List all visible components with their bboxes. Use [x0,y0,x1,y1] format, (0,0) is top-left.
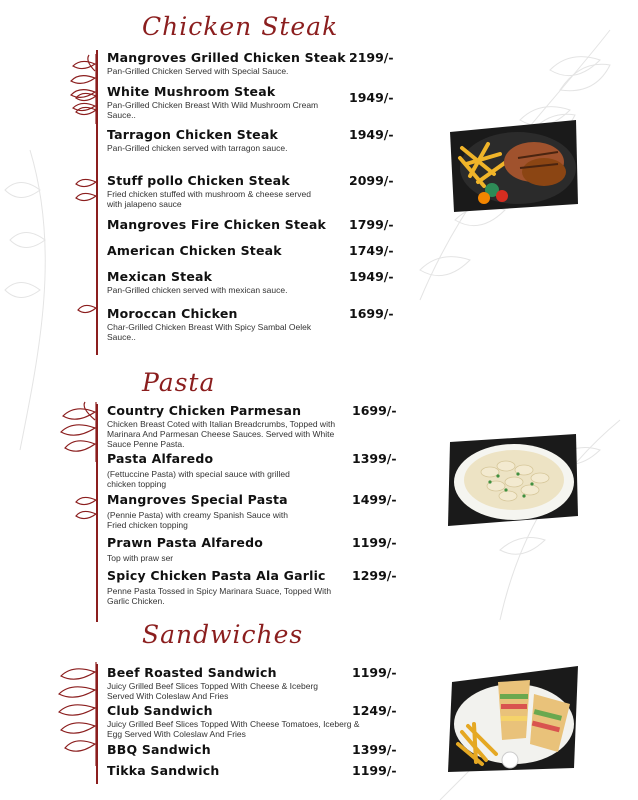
item-name: BBQ Sandwich [107,742,211,757]
leaf-sprig-icon [72,172,100,212]
item-name: Pasta Alfaredo [107,451,214,466]
section-title-sandwiches: Sandwiches [142,620,304,649]
menu-item [107,763,339,778]
item-description: Penne Pasta Tossed in Spicy Marinara Suace, Topped With Garlic Chicken. [107,586,332,606]
item-price: 1399/- [352,451,397,466]
item-price: 1699/- [349,306,394,321]
item-price: 1199/- [352,763,397,778]
item-description: Pan-Grilled chicken served with tarragon sauce. [107,143,288,153]
menu-item [107,451,307,489]
item-name: Stuff pollo Chicken Steak [107,173,290,188]
item-price: 2199/- [349,50,394,65]
item-name: White Mushroom Steak [107,84,276,99]
menu-item [107,742,339,757]
item-description: Pan-Grilled Chicken Served with Special Sauce. [107,66,289,76]
section-title-pasta: Pasta [142,368,216,397]
menu-item [107,127,322,153]
menu-item [107,306,322,342]
menu-item [107,243,339,258]
item-price: 1249/- [352,703,397,718]
item-description: Chicken Breast Coted with Italian Breadcrumbs, Topped with Marinara And Parmesan Cheese Sauces. Served with White Sauce Penne Pasta. [107,419,336,449]
item-name: Mangroves Grilled Chicken Steak [107,50,346,65]
item-description: Juicy Grilled Beef Slices Topped With Cheese Tomatoes, Iceberg & Egg Served With Coleslaw And Fries [107,719,360,739]
item-name: Prawn Pasta Alfaredo [107,535,264,550]
item-name: Tikka Sandwich [107,763,220,778]
item-price: 1499/- [352,492,397,507]
item-price: 1949/- [349,90,394,105]
item-name: Moroccan Chicken [107,306,238,321]
item-name: Spicy Chicken Pasta Ala Garlic [107,568,326,583]
item-price: 1299/- [352,568,397,583]
item-description: (Pennie Pasta) with creamy Spanish Sauce with Fried chicken topping [107,510,288,530]
item-price: 1399/- [352,742,397,757]
menu-item [107,84,339,120]
menu-item [107,535,339,563]
leaf-sprig-icon [56,400,100,465]
leaf-sprig-icon [72,86,100,126]
item-price: 1949/- [349,127,394,142]
menu-item [107,217,339,232]
leaf-sprig-icon [52,660,100,770]
item-description: (Fettuccine Pasta) with special sauce with grilled chicken topping [107,469,290,489]
menu-item [107,492,297,530]
item-description: Top with praw ser [107,553,174,563]
menu-item [107,403,347,449]
item-name: Mangroves Fire Chicken Steak [107,217,326,232]
item-name: Tarragon Chicken Steak [107,127,278,142]
item-price: 1749/- [349,243,394,258]
menu-item [107,665,332,701]
item-description: Fried chicken stuffed with mushroom & cheese served with jalapeno sauce [107,189,311,209]
item-description: Char-Grilled Chicken Breast With Spicy Sambal Oelek Sauce.. [107,322,312,342]
leaf-sprig-icon [76,298,100,326]
item-price: 1699/- [352,403,397,418]
item-name: Beef Roasted Sandwich [107,665,277,680]
item-description: Juicy Grilled Beef Slices Topped With Cheese & Iceberg Served With Coleslaw And Fries [107,681,319,701]
item-price: 1799/- [349,217,394,232]
menu-item [107,703,369,739]
item-description: Pan-Grilled Chicken Breast With Wild Mushroom Cream Sauce.. [107,100,319,120]
leaf-sprig-icon [74,490,100,530]
item-description: Pan-Grilled chicken served with mexican sauce. [107,285,288,295]
item-name: Mangroves Special Pasta [107,492,288,507]
item-price: 1199/- [352,535,397,550]
section-title-chicken-steak: Chicken Steak [142,12,339,41]
menu-item [107,269,339,295]
item-name: Mexican Steak [107,269,213,284]
menu-item [107,50,346,76]
item-price: 1199/- [352,665,397,680]
menu-item [107,568,347,606]
item-name: American Chicken Steak [107,243,282,258]
menu-item [107,173,312,209]
item-price: 2099/- [349,173,394,188]
item-name: Club Sandwich [107,703,213,718]
club-sandwich-image [446,664,580,774]
item-price: 1949/- [349,269,394,284]
item-name: Country Chicken Parmesan [107,403,302,418]
grilled-chicken-image [448,118,580,214]
pasta-image [446,432,580,528]
